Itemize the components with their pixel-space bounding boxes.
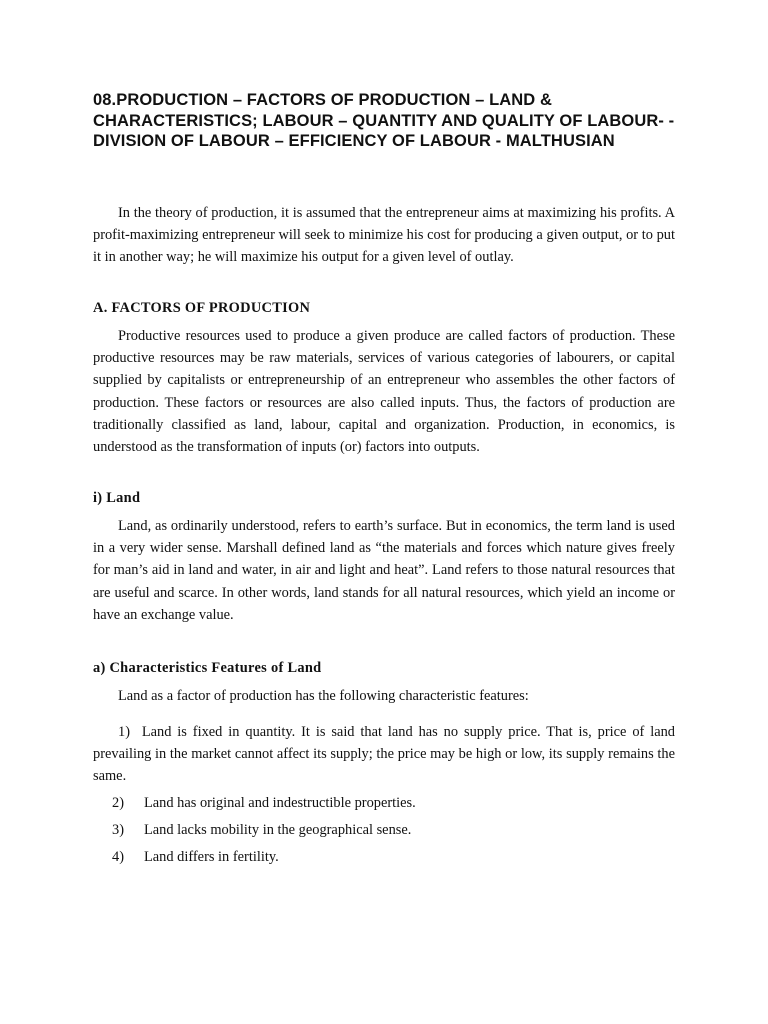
page-title: 08.PRODUCTION – FACTORS OF PRODUCTION – LAND & CHARACTERISTICS; LABOUR – QUANTITY AND QUALITY OF LABOUR- - DIVISION OF LABOUR – EFFICIENCY OF LABOUR - MALTHUSIAN xyxy=(93,91,675,150)
list-item-number: 3) xyxy=(112,822,124,838)
characteristics-heading: a) Characteristics Features of Land xyxy=(93,660,322,676)
list-item-1 xyxy=(93,721,675,787)
section-a-heading: A. FACTORS OF PRODUCTION xyxy=(93,300,311,316)
list-item-number: 1) xyxy=(118,724,130,740)
list-item-text: Land differs in fertility. xyxy=(144,849,279,865)
intro-paragraph: In the theory of production, it is assumed that the entrepreneur aims at maximizing his profits. A profit-maximizing entrepreneur will seek to minimize his cost for producing a given output, or to put it in another way; he will maximize his output for a given level of outlay. xyxy=(93,205,675,266)
list-item-2 xyxy=(93,792,675,814)
list-item-number: 2) xyxy=(112,795,124,811)
list-item-number: 4) xyxy=(112,849,124,865)
list-item-4 xyxy=(93,846,675,868)
list-item-text: Land is fixed in quantity. It is said that land has no supply price. That is, price of land prevailing in the market cannot affect its supply; the price may be high or low, its supply remains the same. xyxy=(93,724,675,784)
land-paragraph: Land, as ordinarily understood, refers to earth’s surface. But in economics, the term land is used in a very wider sense. Marshall defined land as “the materials and forces which nature gives freely for man’s aid in land and water, in air and light and heat”. Land refers to those natural resources that are useful and scarce. In other words, land stands for all natural resources, which yield an income or have an exchange value. xyxy=(93,518,675,623)
list-item-text: Land lacks mobility in the geographical sense. xyxy=(144,822,412,838)
list-item-text: Land has original and indestructible properties. xyxy=(144,795,416,811)
characteristics-intro: Land as a factor of production has the following characteristic features: xyxy=(118,688,529,704)
section-a-paragraph: Productive resources used to produce a given produce are called factors of production. These productive resources may be raw materials, services of various categories of labourers, or capital supplied by capitalists or entrepreneurship of an entrepreneur who assembles the other factors of production. These factors or resources are also called inputs. Thus, the factors of production are traditionally classified as land, labour, capital and organization. Production, in economics, is understood as the transformation of inputs (or) factors into outputs. xyxy=(93,328,675,456)
land-heading: i) Land xyxy=(93,490,141,506)
list-item-3 xyxy=(93,819,675,841)
